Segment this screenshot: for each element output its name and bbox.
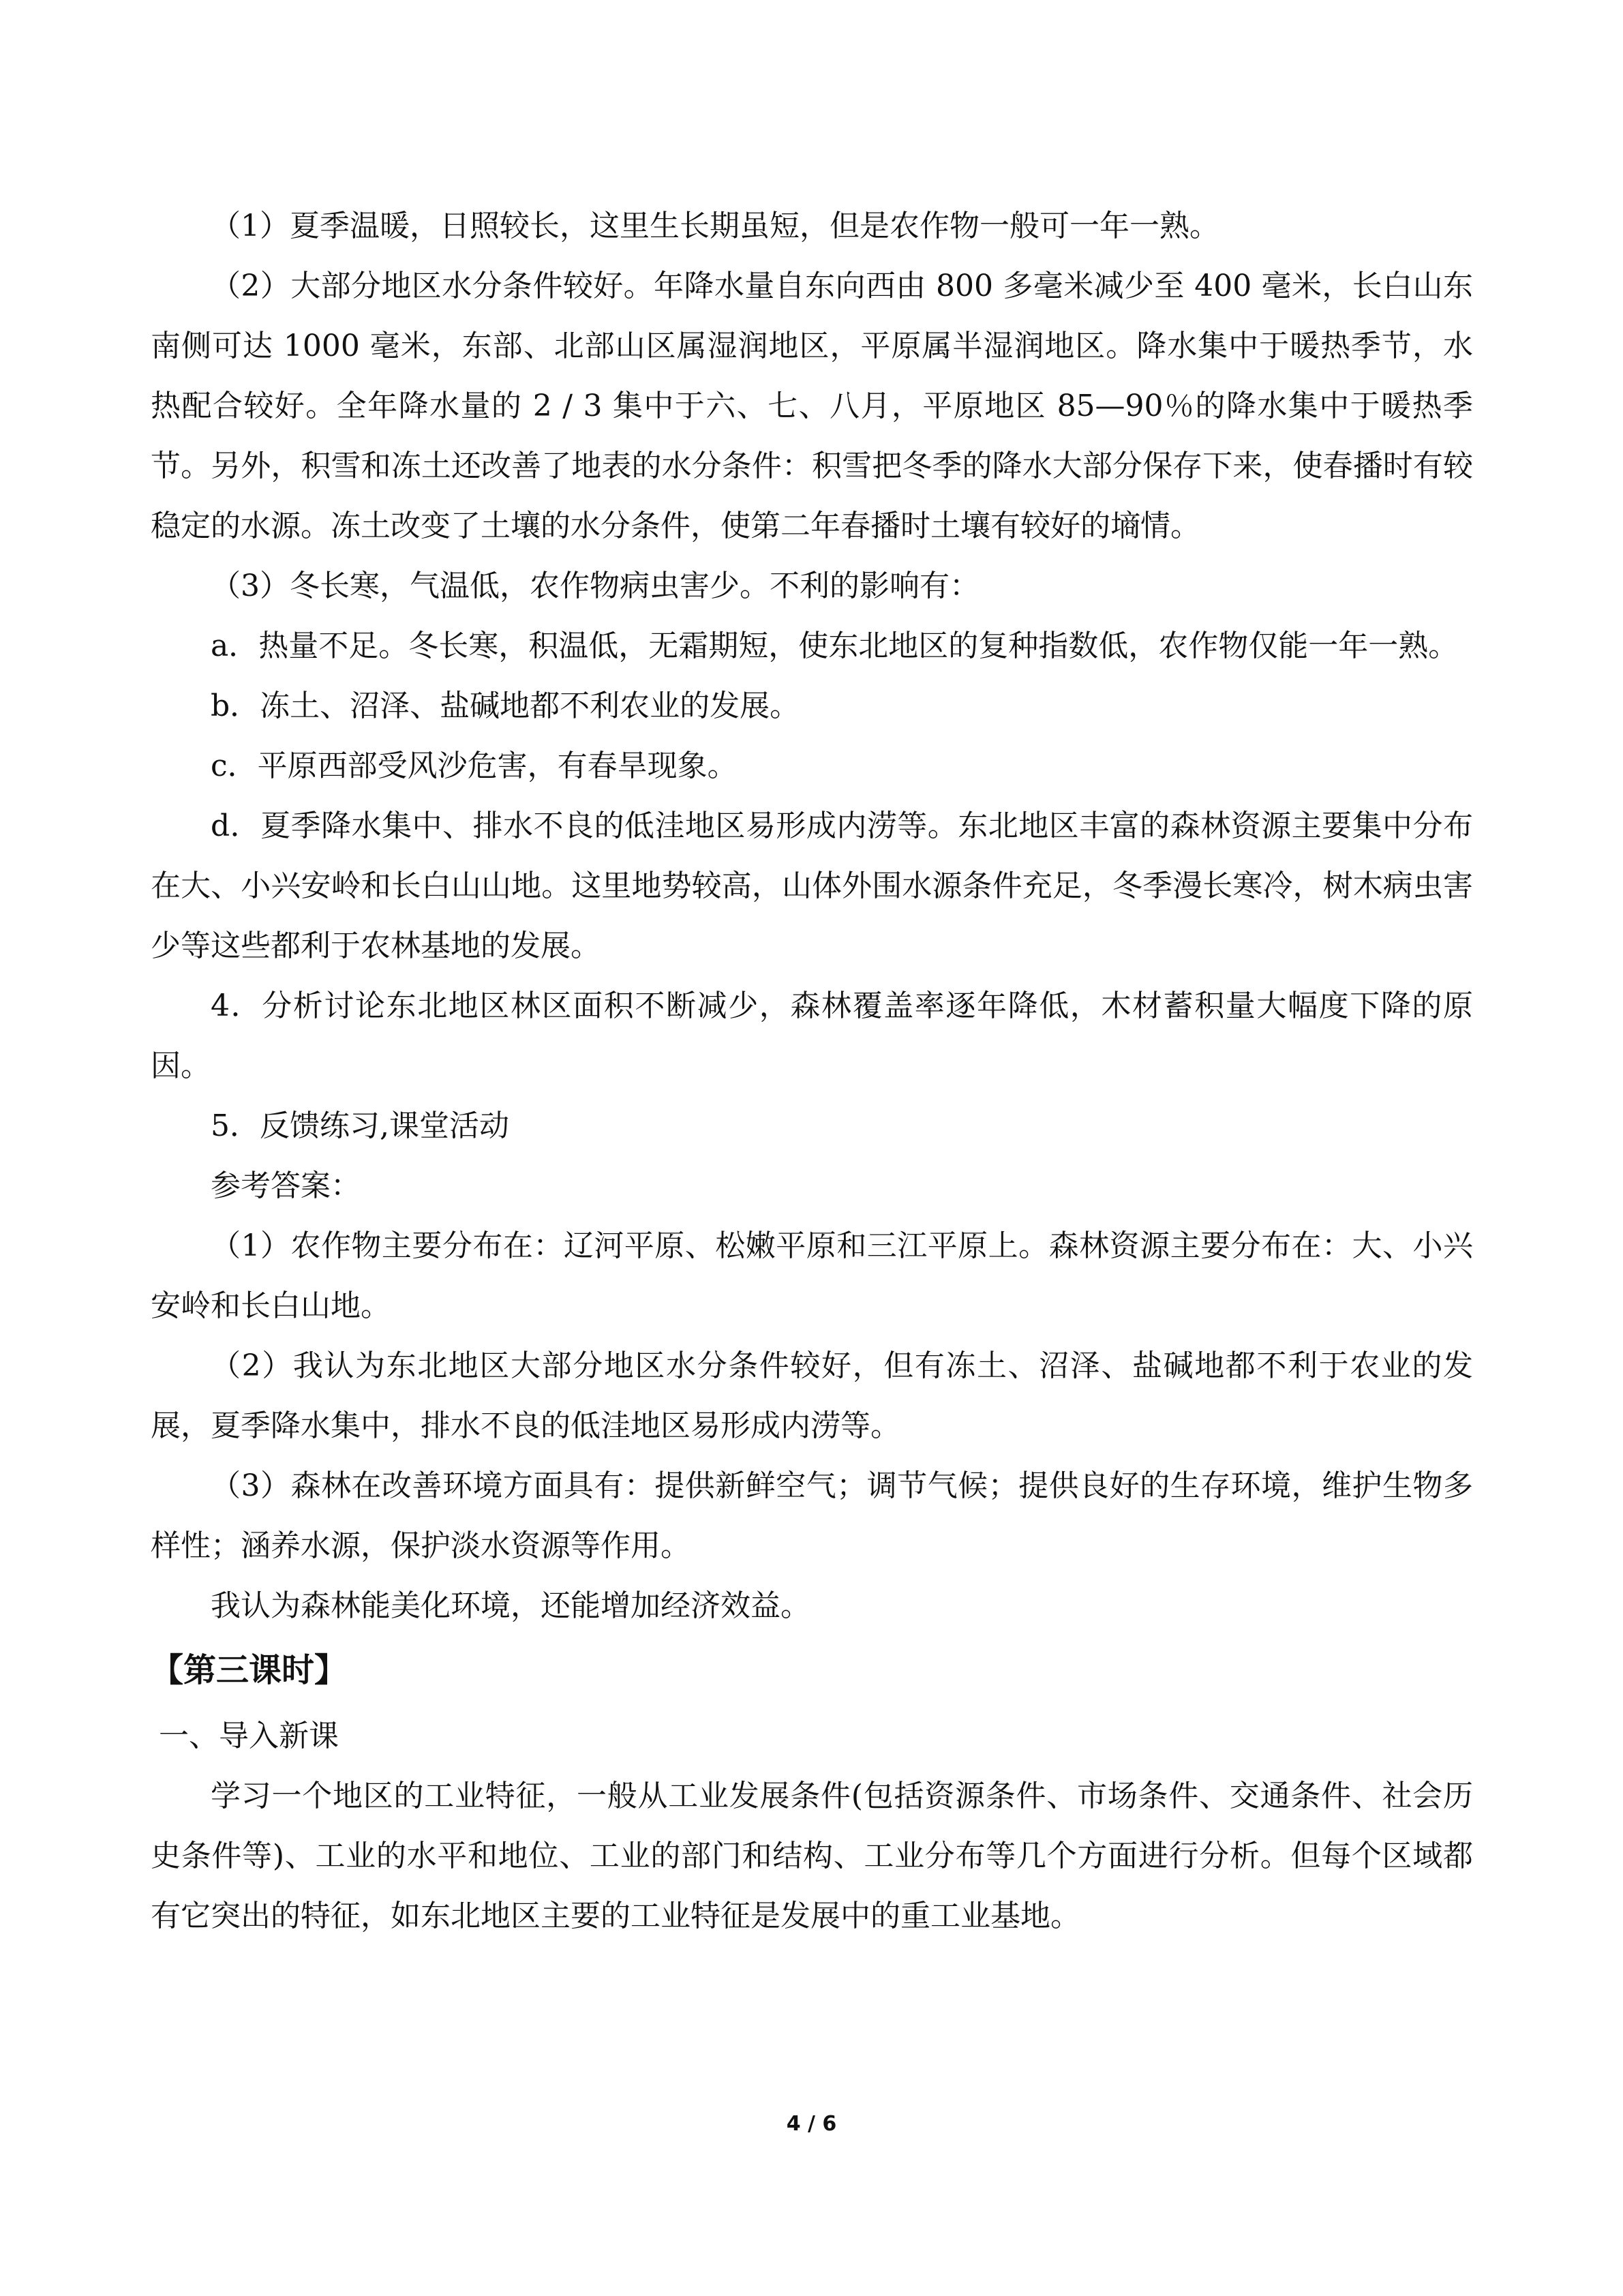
subheading: 一、导入新课 — [159, 1719, 339, 1753]
paragraph-answer-1: （1）农作物主要分布在：辽河平原、松嫩平原和三江平原上。森林资源主要分布在：大、小兴安岭和长白山地。 — [151, 1228, 1473, 1323]
section-heading: 【第三课时】 — [151, 1651, 348, 1689]
page-number: 4 / 6 — [786, 2112, 837, 2136]
paragraph-feedback: 5．反馈练习,课堂活动 — [211, 1108, 509, 1143]
paragraph-conclusion: 我认为森林能美化环境，还能增加经济效益。 — [211, 1588, 810, 1623]
paragraph-item-d: d．夏季降水集中、排水不良的低洼地区易形成内涝等。东北地区丰富的森林资源主要集中分布在大、小兴安岭和长白山山地。这里地势较高，山体外围水源条件充足，冬季漫长寒冷，树木病虫害少等这些都利于农林基地的发展。 — [151, 809, 1473, 963]
paragraph-answer-3: （3）森林在改善环境方面具有：提供新鲜空气；调节气候；提供良好的生存环境，维护生物多样性；涵养水源，保护淡水资源等作用。 — [151, 1468, 1473, 1563]
paragraph-intro: 学习一个地区的工业特征，一般从工业发展条件(包括资源条件、市场条件、交通条件、社会历史条件等)、工业的水平和地位、工业的部门和结构、工业分布等几个方面进行分析。但每个区域都有它突出的特征，如东北地区主要的工业特征是发展中的重工业基地。 — [151, 1779, 1473, 1933]
paragraph-discussion: 4．分析讨论东北地区林区面积不断减少，森林覆盖率逐年降低，木材蓄积量大幅度下降的原因。 — [151, 988, 1473, 1083]
paragraph-item-b: b．冻土、沼泽、盐碱地都不利农业的发展。 — [211, 689, 800, 723]
paragraph-winter: （3）冬长寒，气温低，农作物病虫害少。不利的影响有： — [211, 569, 980, 603]
paragraph-summer: （1）夏季温暖，日照较长，这里生长期虽短，但是农作物一般可一年一熟。 — [211, 209, 1219, 243]
paragraph-item-a: a．热量不足。冬长寒，积温低，无霜期短，使东北地区的复种指数低，农作物仅能一年一熟。 — [211, 629, 1459, 663]
paragraph-answers-label: 参考答案： — [211, 1168, 361, 1203]
paragraph-item-c: c．平原西部受风沙危害，有春旱现象。 — [211, 749, 738, 783]
page-content — [151, 196, 1473, 1946]
paragraph-water: （2）大部分地区水分条件较好。年降水量自东向西由 800 多毫米减少至 400 毫米，长白山东南侧可达 1000 毫米，东部、北部山区属湿润地区，平原属半湿润地区。降水集中于暖热季节，水热配合较好。全年降水量的 2 / 3 集中于六、七、八月，平原地区 85—90％的降水集中于暖热季节。另外，积雪和冻土还改善了地表的水分条件：积雪把冬季的降水大部分保存下来，使春播时有较稳定的水源。冻土改变了土壤的水分条件，使第二年春播时土壤有较好的墒情。 — [151, 269, 1473, 543]
paragraph-answer-2: （2）我认为东北地区大部分地区水分条件较好，但有冻土、沼泽、盐碱地都不利于农业的发展，夏季降水集中，排水不良的低洼地区易形成内涝等。 — [151, 1348, 1473, 1443]
